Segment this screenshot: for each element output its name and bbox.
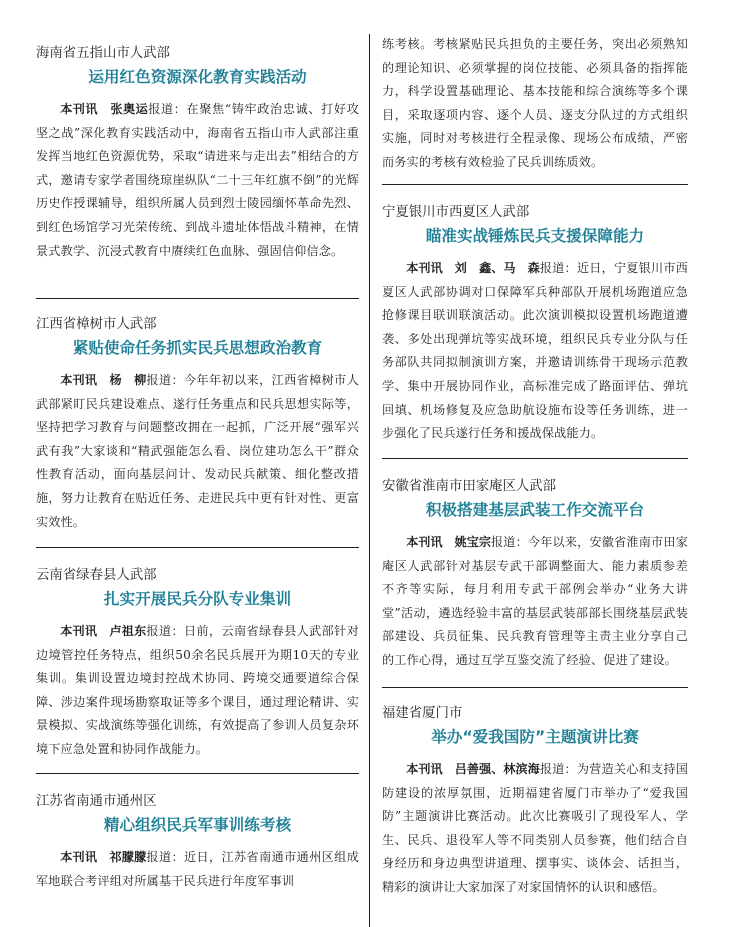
news-item: [36, 793, 359, 893]
news-item: [382, 478, 688, 673]
news-body: [382, 758, 688, 900]
news-item: [36, 316, 359, 534]
news-text: 报道：为营造关心和支持国防建设的浓厚氛围，近期福建省厦门市举办了“爱我国防”主题演讲比赛活动。此次比赛吸引了现役军人、学生、民兵、退役军人等不同类别人员参赛，他们结合自身经历和身边典型讲道理、摆事实、谈体会、话担当，精彩的演讲让大家加深了对家国情怀的认识和感悟。: [382, 762, 688, 894]
news-body: [36, 620, 359, 762]
news-region: 福建省厦门市: [382, 706, 463, 721]
news-byline: 本刊讯 姚宝宗: [406, 535, 491, 549]
news-region: 江西省樟树市人武部: [36, 317, 157, 332]
news-body: [382, 257, 688, 446]
news-region: 江苏省南通市通州区: [36, 794, 157, 809]
news-byline: 本刊讯 刘 鑫、马 森: [406, 261, 540, 275]
news-headline: 精心组织民兵军事训练考核: [103, 816, 292, 834]
news-headline: 运用红色资源深化教育实践活动: [88, 68, 307, 86]
news-item: [382, 204, 688, 446]
column-divider: [369, 34, 370, 927]
news-text: 练考核。考核紧贴民兵担负的主要任务，突出必须熟知的理论知识、必须掌握的岗位技能、必须具备的指挥能力，科学设置基础理论、基本技能和综合演练等多个课目，采取逐项内容、逐个人员、逐支分队过的方式组织实施，同时对考核进行全程录像、现场公布成绩，严密而务实的考核有效检验了民兵训练质效。: [382, 37, 688, 169]
section-rule: [36, 298, 359, 299]
news-headline: 紧贴使命任务抓实民兵思想政治教育: [72, 339, 323, 357]
news-headline: 举办“爱我国防”主题演讲比赛: [431, 728, 639, 746]
section-rule: [382, 687, 688, 688]
news-body: [382, 531, 688, 673]
news-headline: 瞄准实战锤炼民兵支援保障能力: [425, 227, 645, 245]
news-text: 报道：日前，云南省绿春县人武部针对边境管控任务特点，组织50余名民兵展开为期10天的专业集训。集训设置边境封控战术协同、跨境交通要道综合保障、涉边案件现场勘察取证等多个课目，通过理论精讲、实景模拟、实战演练等强化训练，有效提高了参训人员复杂环境下应急处置和协同作战能力。: [36, 624, 359, 756]
news-byline: 本刊讯 卢祖东: [60, 624, 147, 638]
news-region: 云南省绿春县人武部: [36, 568, 157, 583]
news-body: [382, 33, 688, 175]
news-byline: 本刊讯 吕善强、林滨海: [406, 762, 540, 776]
section-rule: [382, 458, 688, 459]
section-rule: [382, 184, 688, 185]
news-item: [36, 45, 359, 263]
news-headline: 扎实开展民兵分队专业集训: [103, 590, 292, 608]
news-body: [36, 98, 359, 263]
section-rule: [36, 547, 359, 548]
news-text: 报道：在聚焦“铸牢政治忠诚、打好攻坚之战”深化教育实践活动中，海南省五指山市人武部注重发挥当地红色资源优势，采取“请进来与走出去”相结合的方式，邀请专家学者围绕琼崖纵队“二十三年红旗不倒”的光辉历史作授课辅导，组织所属人员到烈士陵园缅怀革命先烈、到红色场馆学习光荣传统、到战斗遗址体悟战斗精神，在情景式教学、沉浸式教育中赓续红色血脉、强固信仰信念。: [36, 102, 359, 258]
news-item: [36, 567, 359, 762]
news-byline: 本刊讯 张奥运: [60, 102, 149, 116]
news-region: 安徽省淮南市田家庵区人武部: [382, 479, 557, 494]
news-text: 报道：近日，江苏省南通市通州区组成军地联合考评组对所属基干民兵进行年度军事训: [36, 850, 359, 888]
news-byline: 本刊讯 祁朦朦: [60, 850, 147, 864]
news-text: 报道：今年年初以来，江西省樟树市人武部紧盯民兵建设难点、遂行任务重点和民兵思想实际等，坚持把学习教育与问题整改拥在一起抓，广泛开展“强军兴武有我”大家谈和“精武强能怎么看、岗位建功怎么干”群众性教育活动，面向基层问计、发动民兵献策、细化整改措施，努力让教育在贴近任务、走进民兵中更有针对性、更富实效性。: [36, 373, 359, 529]
news-byline: 本刊讯 杨 柳: [60, 373, 147, 387]
news-headline: 积极搭建基层武装工作交流平台: [425, 501, 645, 519]
news-item: [382, 705, 688, 900]
news-text: 报道：今年以来，安徽省淮南市田家庵区人武部针对基层专武干部调整面大、能力素质参差不齐等实际，每月利用专武干部例会举办“业务大讲堂”活动，遴选经验丰富的基层武装部部长围绕基层武装部建设、兵员征集、民兵教育管理等主责主业分享自己的工作心得，通过互学互鉴交流了经验、促进了建设。: [382, 535, 688, 667]
section-rule: [36, 773, 359, 774]
news-body: [36, 846, 359, 893]
news-region: 海南省五指山市人武部: [36, 46, 170, 61]
news-body: [36, 369, 359, 534]
news-item-continued: [382, 33, 688, 175]
news-region: 宁夏银川市西夏区人武部: [382, 205, 530, 220]
news-text: 报道：近日，宁夏银川市西夏区人武部协调对口保障军兵种部队开展机场跑道应急抢修课目联训联演活动。此次演训模拟设置机场跑道遭袭、多处出现弹坑等实战环境，组织民兵专业分队与任务部队共同拟制演训方案，并邀请训练骨干现场示范教学、集中开展协同作业，高标准完成了路面评估、弹坑回填、机场修复及应急助航设施布设等任务训练，进一步强化了民兵遂行任务和援战保战能力。: [382, 261, 688, 441]
